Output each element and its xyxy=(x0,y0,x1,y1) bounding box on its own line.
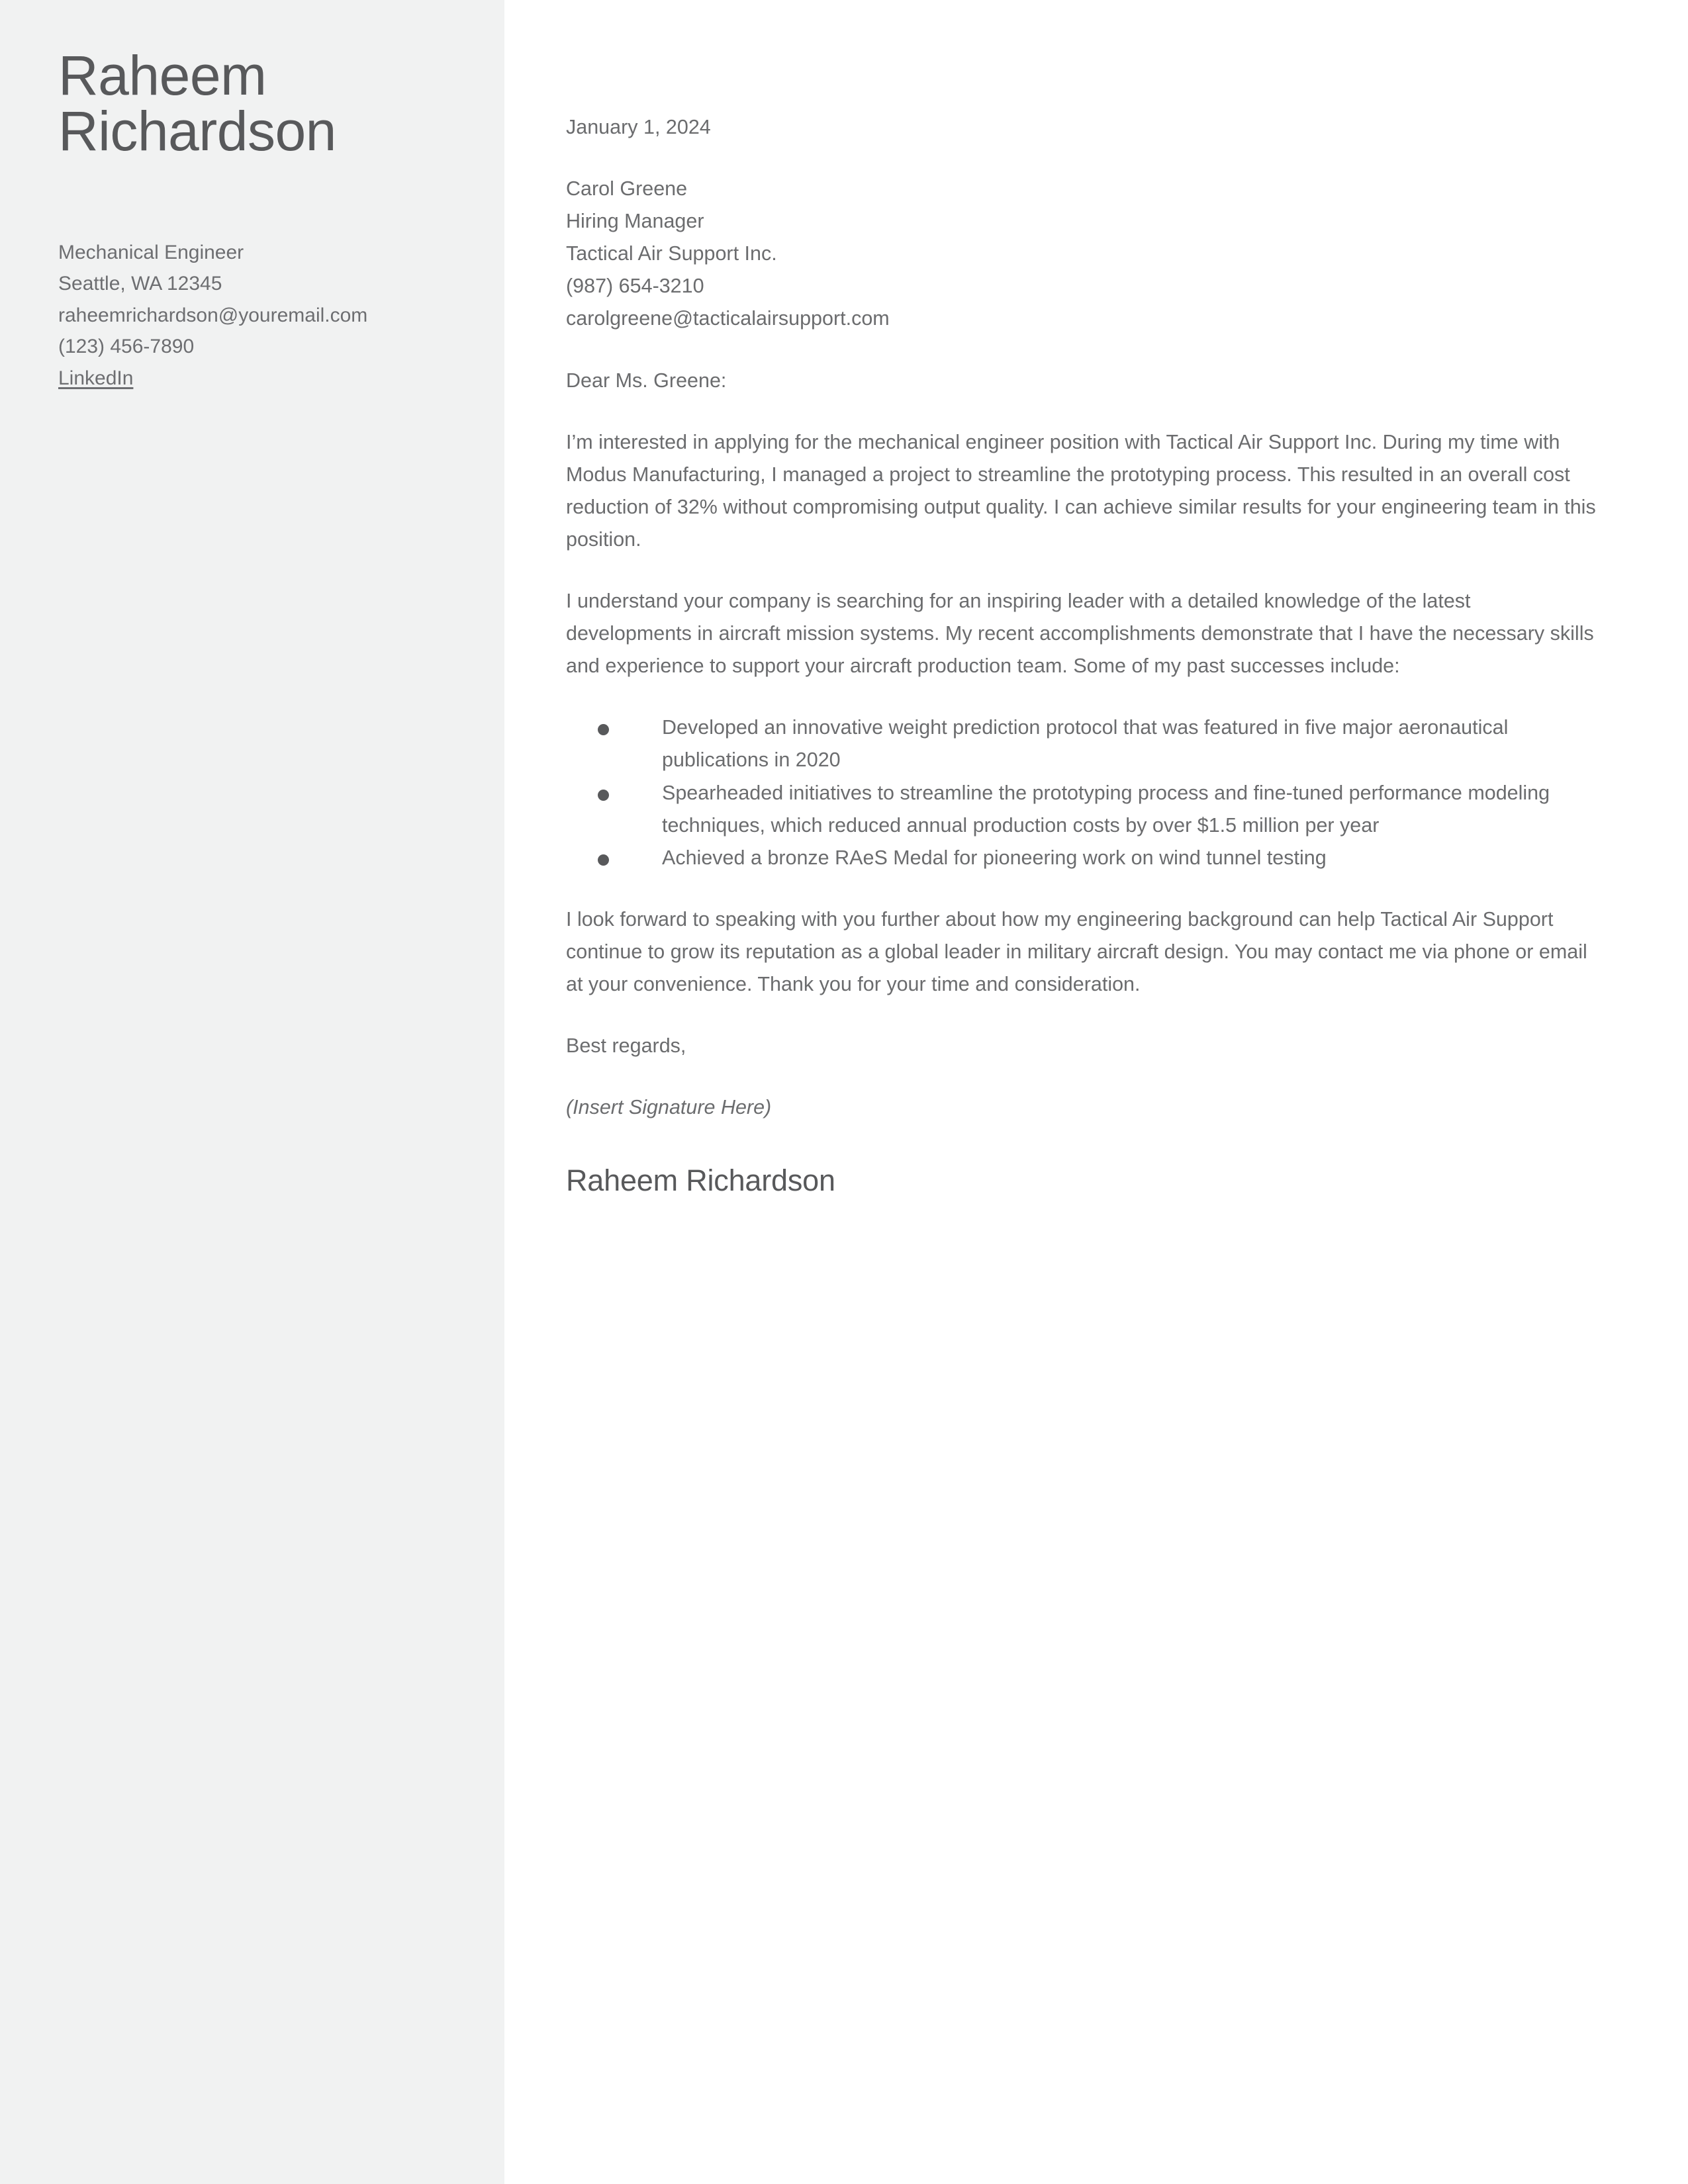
achievement-text: Achieved a bronze RAeS Medal for pioneering work on wind tunnel testing xyxy=(662,846,1327,869)
spacer-after-recipient xyxy=(566,336,1599,365)
body-paragraph-3: I look forward to speaking with you further about how my engineering background can help Tactical Air Support continue to grow its reputation as a global leader in military aircraft design. You may contact me via phone or email at your convenience. Thank you for your time and consideration. xyxy=(566,907,1587,995)
bullet-point-icon xyxy=(598,724,609,735)
spacer-before-signature-name xyxy=(566,1124,1599,1157)
spacer-after-paragraph-1 xyxy=(566,556,1599,585)
achievement-text: Spearheaded initiatives to streamline the prototyping process and fine-tuned performance modeling techniques, which reduced annual production costs by over $1.5 million per year xyxy=(662,781,1550,837)
contact-job-title: Mechanical Engineer xyxy=(58,242,244,263)
applicant-last-name: Richardson xyxy=(58,100,336,162)
salutation: Dear Ms. Greene: xyxy=(566,369,727,392)
applicant-first-name: Raheem xyxy=(58,44,267,107)
contact-location: Seattle, WA 12345 xyxy=(58,273,222,295)
spacer-after-salutation xyxy=(566,397,1599,426)
achievement-text: Developed an innovative weight prediction protocol that was featured in five major aeronautical publications in 2020 xyxy=(662,716,1509,772)
bullet-point-icon xyxy=(598,790,609,801)
contact-phone: (123) 456-7890 xyxy=(58,336,195,358)
list-item xyxy=(566,842,1599,874)
recipient-phone: (987) 654-3210 xyxy=(566,275,704,298)
letter-body xyxy=(566,111,1599,1205)
recipient-name: Carol Greene xyxy=(566,177,688,201)
spacer-before-bullets xyxy=(566,682,1599,711)
signature-name: Raheem Richardson xyxy=(566,1163,835,1198)
achievements-list xyxy=(566,711,1599,874)
list-item xyxy=(566,777,1599,842)
bullet-point-icon xyxy=(598,854,609,866)
spacer-before-closing xyxy=(566,1001,1599,1030)
recipient-title: Hiring Manager xyxy=(566,210,704,233)
spacer-before-signature xyxy=(566,1062,1599,1091)
recipient-company: Tactical Air Support Inc. xyxy=(566,242,777,265)
letter-date: January 1, 2024 xyxy=(566,116,711,138)
closing-salutation: Best regards, xyxy=(566,1034,686,1058)
spacer-after-date xyxy=(566,144,1599,173)
sidebar xyxy=(0,0,504,2184)
contact-email: raheemrichardson@youremail.com xyxy=(58,304,368,326)
list-item xyxy=(566,711,1599,776)
linkedin-link[interactable]: LinkedIn xyxy=(58,367,134,389)
spacer-after-bullets xyxy=(566,874,1599,903)
recipient-email: carolgreene@tacticalairsupport.com xyxy=(566,307,890,330)
sidebar-content xyxy=(58,44,469,394)
signature-placeholder: (Insert Signature Here) xyxy=(566,1096,772,1119)
recipient-block xyxy=(566,173,1599,335)
body-paragraph-1: I’m interested in applying for the mechanical engineer position with Tactical Air Support Inc. During my time with Modus Manufacturing, I managed a project to streamline the prototyping process. This resulted in an overall cost reduction of 32% without compromising output quality. I can achieve similar results for your engineering team in this position. xyxy=(566,430,1596,551)
contact-info-block xyxy=(58,237,469,394)
body-paragraph-2: I understand your company is searching for an inspiring leader with a detailed knowledge of the latest developments in aircraft mission systems. My recent accomplishments demonstrate that I have the necessary skills and experience to support your aircraft production team. Some of my past successes include: xyxy=(566,590,1594,678)
applicant-name-heading xyxy=(58,44,469,162)
